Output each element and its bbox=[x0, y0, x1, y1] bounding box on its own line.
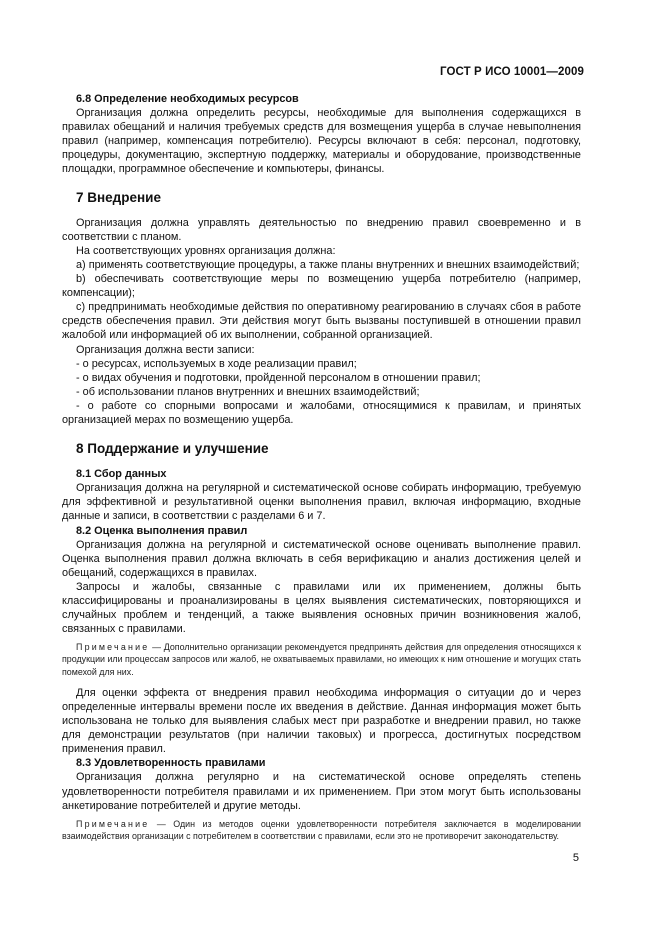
section-7-paragraph: На соответствующих уровнях организация должна: bbox=[76, 244, 336, 257]
section-8-2-paragraph: Организация должна на регулярной и систематической основе оценивать выполнение правил. Оценка выполнения правил должна включать в себя верификацию и анализ достижения целей и обещаний, содержащихся в правилах. bbox=[62, 538, 581, 579]
note-2 bbox=[62, 818, 581, 842]
list-item: с) предпринимать необходимые действия по оперативному реагированию в случаях сбоя в работе средств обеспечения правил. Эти действия могут быть вызваны поступившей в отношении правил жалобой или информацией об их выполнении, собранной организацией. bbox=[62, 301, 581, 342]
section-8-title: 8 Поддержание и улучшение bbox=[76, 441, 269, 457]
list-item: а) применять соответствующие процедуры, а также планы внутренних и внешних взаимодействий; bbox=[76, 258, 580, 271]
section-8-1-paragraph: Организация должна на регулярной и систематической основе собирать информацию, требуемую для эффективной и результативной оценки выполнения правил, включая информацию, входные данные и записи, в соответствии с разделами 6 и 7. bbox=[62, 482, 581, 523]
document-code: ГОСТ Р ИСО 10001—2009 bbox=[439, 66, 584, 78]
list-item: - о ресурсах, используемых в ходе реализации правил; bbox=[76, 357, 357, 370]
list-item: - о видах обучения и подготовки, пройденной персоналом в отношении правил; bbox=[76, 371, 481, 384]
list-item: - об использовании планов внутренних и внешних взаимодействий; bbox=[76, 385, 420, 398]
list-item: b) обеспечивать соответствующие меры по возмещению ущерба потребителю (например, компенсации); bbox=[62, 273, 581, 300]
section-8-3-paragraph: Организация должна регулярно и на систематической основе определять степень удовлетворенности потребителя правилами и их применением. При этом могут быть использованы анкетирование потребителей и другие методы. bbox=[62, 771, 581, 812]
section-8-1-title: 8.1 Сбор данных bbox=[76, 468, 167, 481]
note-label: Примечание bbox=[76, 642, 150, 653]
section-7-title: 7 Внедрение bbox=[76, 189, 161, 205]
note-1 bbox=[62, 641, 581, 678]
section-7-paragraph: Организация должна управлять деятельностью по внедрению правил своевременно и в соответствии с планом. bbox=[62, 216, 581, 243]
section-7-paragraph: Организация должна вести записи: bbox=[76, 343, 255, 356]
page-number: 5 bbox=[572, 852, 579, 864]
section-6-8-title: 6.8 Определение необходимых ресурсов bbox=[76, 93, 299, 105]
section-6-8-paragraph: Организация должна определить ресурсы, необходимые для выполнения содержащихся в правилах обещаний и наличия требуемых средств для возмещения ущерба в случае невыполнения правил (например, компенсация потребителю). Ресурсы включают в себя: персонал, подготовку, процедуры, документацию, экспертную поддержку, материалы и оборудование, производственные площадки, программное обеспечение и компьютеры, финансы. bbox=[62, 107, 581, 176]
section-8-2-paragraph: Для оценки эффекта от внедрения правил необходима информация о ситуации до и через определенные интервалы времени после их введения в действие. Данная информация может быть использована не только для выявления слабых мест при разработке и внедрении правил, но также для демонстрации результатов (при наличии таковых) и прогресса, достигнутых посредством применения правил. bbox=[62, 686, 581, 756]
note-label: Примечание bbox=[76, 818, 150, 829]
note-text: — Один из методов оценки удовлетворенности потребителя заключается в моделировании взаимодействия организации с потребителем в соответствии с правилами, если это не противоречит законодательству. bbox=[62, 818, 581, 841]
document-body bbox=[62, 92, 581, 850]
list-item: - о работе со спорными вопросами и жалобами, относящимися к правилам, и принятых организацией мерах по возмещению ущерба. bbox=[62, 399, 581, 426]
note-text: — Дополнительно организации рекомендуется предпринять действия для определения относящихся к продукции или процессам запросов или жалоб, не охватываемых правилами, но имеющих к ним отношение и могущих стать помехой для них. bbox=[62, 642, 581, 677]
section-8-3-title: 8.3 Удовлетворенность правилами bbox=[76, 757, 266, 770]
section-8-2-title: 8.2 Оценка выполнения правил bbox=[76, 524, 248, 537]
section-8-2-paragraph: Запросы и жалобы, связанные с правилами или их применением, должны быть классифицированы и проанализированы в целях выявления систематических, повторяющихся и случайных проблем и тенденций, а также выявления основных причин возникновения жалоб, связанных с правилами. bbox=[62, 580, 581, 636]
